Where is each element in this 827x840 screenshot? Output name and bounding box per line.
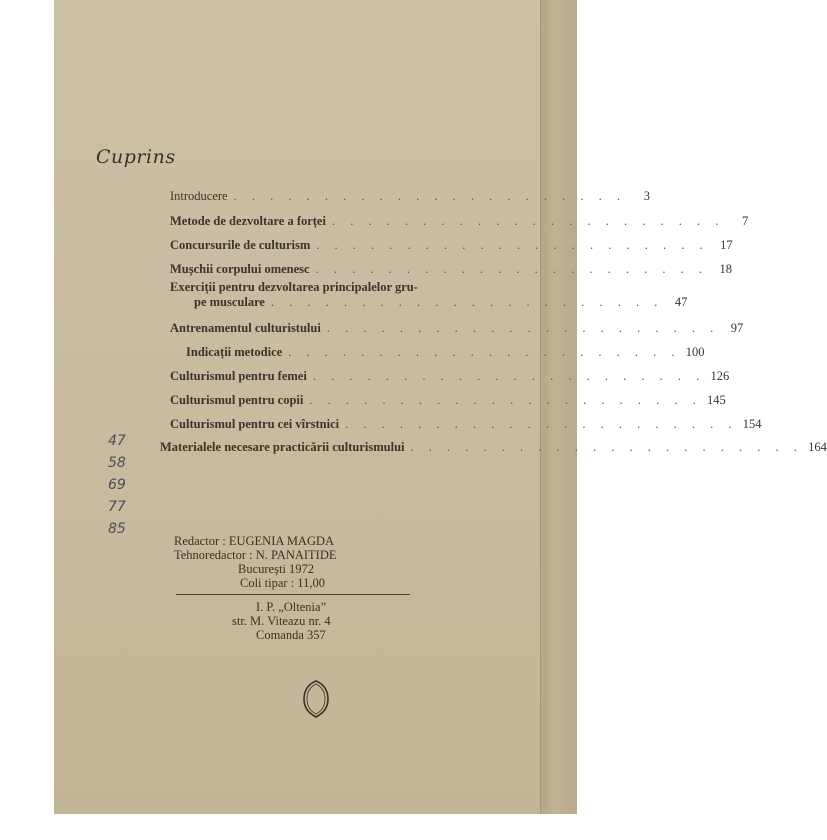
printer-logo-icon: [302, 680, 330, 718]
toc-entry-copii: Culturismul pentru copii . . . . . . . . . . . . . . . . . . . . . . 145: [170, 393, 726, 407]
imprint-printer: I. P. „Oltenia”: [256, 600, 327, 614]
imprint-address: str. M. Viteazu nr. 4: [232, 614, 331, 628]
imprint-editor: Redactor : EUGENIA MAGDA: [174, 534, 335, 548]
toc-entry-femei: Culturismul pentru femei . . . . . . . . . . . . . . . . . . . . . . 126: [170, 369, 730, 383]
imprint-tech-editor: Tehnoredactor : N. PANAITIDE: [174, 548, 337, 562]
toc-entry-antrenamentul: Antrenamentul culturistului . . . . . . . . . . . . . . . . . . . . . . 97: [170, 321, 744, 335]
toc-entry-concursurile: Concursurile de culturism . . . . . . . . . . . . . . . . . . . . . . 17: [170, 238, 733, 252]
pencil-note: 77: [108, 499, 126, 515]
toc-entry-muschii: Mușchii corpului omenesc . . . . . . . . . . . . . . . . . . . . . . 18: [170, 262, 732, 276]
pencil-note: 47: [108, 433, 126, 449]
imprint-order: Comanda 357: [256, 628, 326, 642]
toc-entry-indicatii: Indicații metodice . . . . . . . . . . . . . . . . . . . . . . 100: [186, 345, 705, 359]
imprint-place-year: București 1972: [238, 562, 315, 576]
toc-entry-metode: Metode de dezvoltare a forței . . . . . . . . . . . . . . . . . . . . . . 7: [170, 214, 749, 228]
pencil-note: 69: [108, 477, 126, 493]
toc-entry-exercitii: Exerciții pentru dezvoltarea principalelor gru- pe musculare . . . . . . . . . . . . . . . . . . . . . . 47: [170, 280, 688, 309]
toc-entry-introducere: Introducere . . . . . . . . . . . . . . . . . . . . . . 3: [170, 189, 650, 203]
pencil-annotations: [108, 430, 126, 540]
toc-entry-virstnici: Culturismul pentru cei vîrstnici . . . . . . . . . . . . . . . . . . . . . . 154: [170, 417, 762, 431]
toc-entry-materialele: Materialele necesare practicării culturismului . . . . . . . . . . . . . . . . . . . . . . 164: [160, 440, 827, 454]
imprint-sheets: Coli tipar : 11,00: [240, 576, 325, 590]
pencil-note: 85: [108, 521, 126, 537]
imprint-divider: [176, 594, 410, 595]
toc-title: Cuprins: [96, 146, 176, 168]
pencil-note: 58: [108, 455, 126, 471]
